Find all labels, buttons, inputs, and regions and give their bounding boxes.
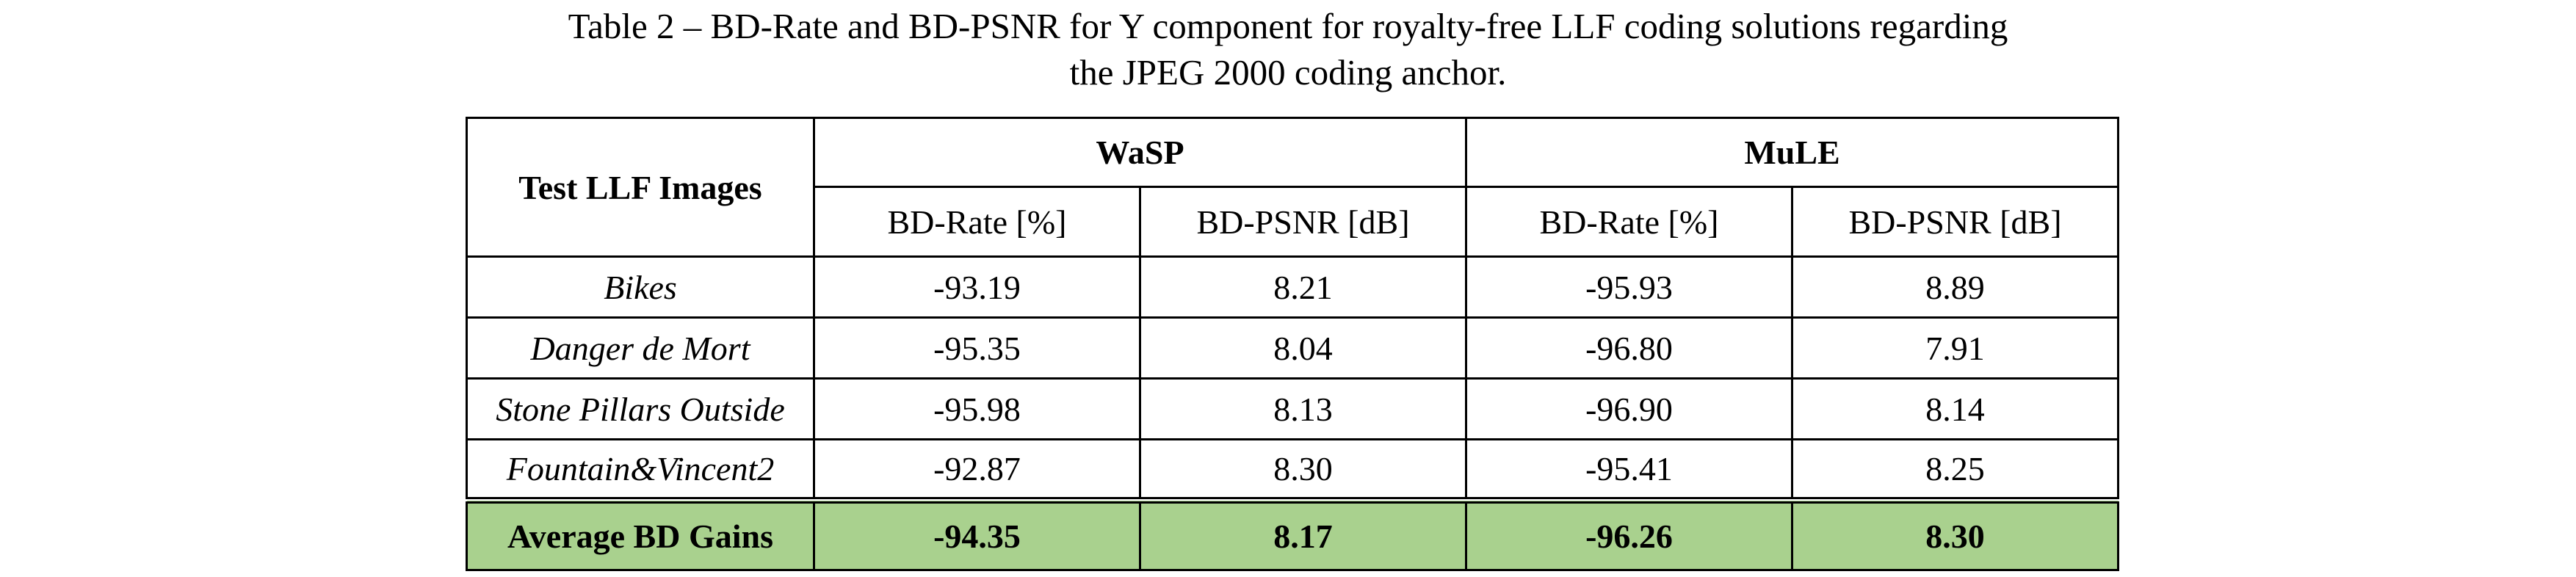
row-header-label: Test LLF Images [467, 118, 814, 257]
image-name-cell: Danger de Mort [467, 318, 814, 379]
average-value-cell: -94.35 [814, 501, 1140, 570]
average-value-cell: -96.26 [1466, 501, 1792, 570]
value-cell: -95.35 [814, 318, 1140, 379]
table-row [467, 257, 2119, 318]
value-cell: 8.30 [1140, 440, 1466, 501]
value-cell: -96.80 [1466, 318, 1792, 379]
group-header-wasp: WaSP [814, 118, 1466, 187]
table-row [467, 318, 2119, 379]
value-cell: 8.21 [1140, 257, 1466, 318]
header-row-groups [467, 118, 2119, 187]
value-cell: -93.19 [814, 257, 1140, 318]
value-cell: -92.87 [814, 440, 1140, 501]
average-label-cell: Average BD Gains [467, 501, 814, 570]
average-value-cell: 8.17 [1140, 501, 1466, 570]
value-cell: 8.89 [1792, 257, 2119, 318]
results-table [466, 117, 2119, 571]
subcolumn-header: BD-Rate [%] [1466, 187, 1792, 257]
table-row [467, 440, 2119, 501]
subcolumn-header: BD-PSNR [dB] [1140, 187, 1466, 257]
group-header-mule: MuLE [1466, 118, 2119, 187]
value-cell: 8.04 [1140, 318, 1466, 379]
subcolumn-header: BD-PSNR [dB] [1792, 187, 2119, 257]
image-name-cell: Bikes [467, 257, 814, 318]
table-row [467, 379, 2119, 440]
caption-line-2: the JPEG 2000 coding anchor. [1069, 52, 1507, 92]
table-caption [0, 3, 2576, 95]
value-cell: -96.90 [1466, 379, 1792, 440]
average-value-cell: 8.30 [1792, 501, 2119, 570]
value-cell: 8.13 [1140, 379, 1466, 440]
value-cell: 8.14 [1792, 379, 2119, 440]
value-cell: 8.25 [1792, 440, 2119, 501]
subcolumn-header: BD-Rate [%] [814, 187, 1140, 257]
value-cell: -95.93 [1466, 257, 1792, 318]
image-name-cell: Stone Pillars Outside [467, 379, 814, 440]
value-cell: 7.91 [1792, 318, 2119, 379]
average-row [467, 501, 2119, 570]
caption-line-1: Table 2 – BD-Rate and BD-PSNR for Y component for royalty-free LLF coding solutions regarding [568, 6, 2008, 46]
value-cell: -95.98 [814, 379, 1140, 440]
value-cell: -95.41 [1466, 440, 1792, 501]
image-name-cell: Fountain&Vincent2 [467, 440, 814, 501]
